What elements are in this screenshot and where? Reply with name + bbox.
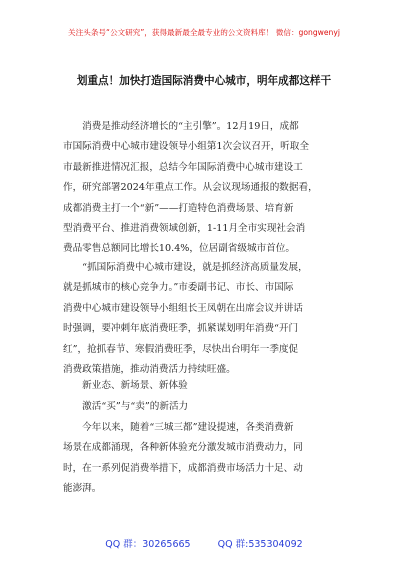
qq-group-1: QQ 群：30265665 <box>105 539 191 550</box>
qq-group-2: QQ 群:535304092 <box>217 539 303 550</box>
text-line: 消费是推动经济增长的“主引擎”。12月19日，成都 <box>63 121 299 132</box>
text-line: 型消费平台、推进消费领域创新，1-11月全市实现社会消 <box>63 223 306 235</box>
text-line: 红”，抢抓春节、寒假消费旺季，尽快出台明年一季度促 <box>63 343 299 355</box>
text-line: 消费政策措施，推动消费活力持续旺盛。 <box>63 364 236 376</box>
top-promo-banner: 关注头条号“公文研究”，获得最新最全最专业的公文资料库！ 微信：gongwenyj <box>68 28 340 37</box>
text-line: 市最新推进情况汇报，总结今年国际消费中心城市建设工 <box>63 161 303 173</box>
text-line: 时强调，要冲刺年底消费旺季，抓紧谋划明年消费“开门 <box>63 323 299 335</box>
paragraph-2 <box>63 258 353 380</box>
text-line: 新业态、新场景、新体验 <box>63 380 188 391</box>
text-line: 市国际消费中心城市建设领导小组第1次会议召开，听取全 <box>63 141 309 153</box>
text-line: 消费中心城市建设领导小组组长王凤朝在出席会议并讲话 <box>63 302 303 314</box>
text-line: 作，研究部署2024年重点工作。从会议现场通报的数据看， <box>63 182 318 194</box>
text-line: 能澎湃。 <box>63 483 102 495</box>
text-line: 场景在成都涌现，各种新体验充分激发城市消费动力，同 <box>63 442 303 454</box>
section-heading-1 <box>63 376 353 396</box>
paragraph-1 <box>63 117 353 260</box>
section-heading-2 <box>63 397 353 417</box>
text-line: 费品零售总额同比增长10.4%，位居副省级城市首位。 <box>63 243 295 255</box>
text-line: “抓国际消费中心城市建设，就是抓经济高质量发展， <box>63 262 308 273</box>
text-line: 成都消费主打一个“新”——打造特色消费场景、培育新 <box>63 202 294 214</box>
text-line: 就是抓城市的核心竞争力。”市委副书记、市长、市国际 <box>63 282 294 294</box>
paragraph-3 <box>63 418 353 500</box>
text-line: 今年以来，随着“三城三都”建设提速，各类消费新 <box>63 422 294 433</box>
text-line: 激活“买”与“卖”的新活力 <box>63 401 189 412</box>
footer-qq-banner <box>0 536 408 550</box>
article-title: 划重点！加快打造国际消费中心城市，明年成都这样干 <box>76 75 332 87</box>
text-line: 时，在一系列促消费举措下，成都消费市场活力十足、动 <box>63 462 303 474</box>
